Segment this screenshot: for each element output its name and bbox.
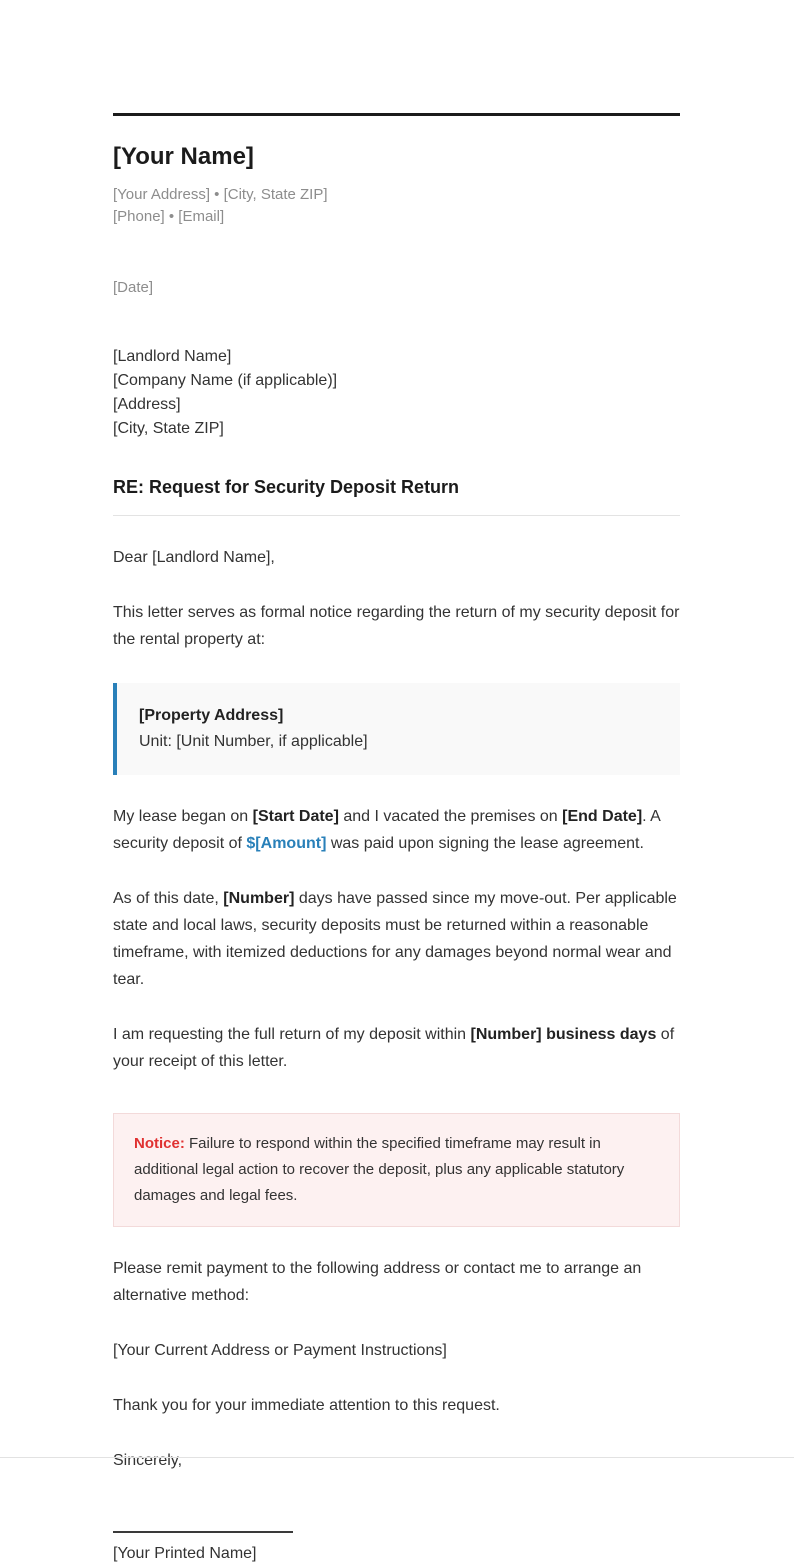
property-callout <box>113 683 680 775</box>
request-paragraph <box>113 1021 680 1075</box>
letter-date: [Date] <box>113 278 154 296</box>
recipient-name: [Landlord Name] <box>113 347 232 365</box>
notice-box <box>113 1113 680 1227</box>
days-text-1: As of this date, <box>113 890 224 908</box>
lease-paragraph <box>113 803 680 857</box>
deposit-amount: $[Amount] <box>246 835 327 853</box>
request-text-1: I am requesting the full return of my deposit within <box>113 1026 471 1044</box>
intro-paragraph: This letter serves as formal notice regarding the return of my security deposit for the rental property at: <box>113 604 680 649</box>
payment-address: [Your Current Address or Payment Instructions] <box>113 1342 447 1360</box>
lease-start-date: [Start Date] <box>252 808 339 826</box>
days-paragraph <box>113 885 680 993</box>
recipient-city: [City, State ZIP] <box>113 419 224 437</box>
closing: Sincerely, <box>113 1452 183 1470</box>
footer-divider <box>0 1457 794 1458</box>
recipient-address: [Address] <box>113 395 181 413</box>
subject-divider <box>113 515 680 516</box>
sender-address: [Your Address] • [City, State ZIP] <box>113 185 328 203</box>
recipient-block <box>113 345 680 441</box>
subject-line: RE: Request for Security Deposit Return <box>113 476 460 497</box>
lease-text-3: . A security deposit of <box>113 808 660 853</box>
request-text-2: of your receipt of this letter. <box>113 1026 675 1071</box>
recipient-company: [Company Name (if applicable)] <box>113 371 338 389</box>
days-text-2: days have passed since my move-out. Per applicable state and local laws, security deposits must be returned within a reasonable timeframe, with itemized deductions for any damages beyond normal wear and tear. <box>113 890 677 989</box>
printed-name: [Your Printed Name] <box>113 1545 257 1563</box>
remit-paragraph: Please remit payment to the following address or contact me to arrange an alternative method: <box>113 1260 642 1305</box>
notice-text: Failure to respond within the specified timeframe may result in additional legal action to recover the deposit, plus any applicable statutory damages and legal fees. <box>134 1135 625 1205</box>
request-deadline: [Number] business days <box>470 1026 657 1044</box>
top-rule <box>113 113 680 116</box>
property-address: [Property Address] <box>139 707 284 725</box>
lease-text-2: and I vacated the premises on <box>338 808 563 826</box>
lease-text-1: My lease began on <box>113 808 253 826</box>
thanks-paragraph: Thank you for your immediate attention to this request. <box>113 1397 500 1415</box>
sender-contact: [Phone] • [Email] <box>113 207 225 225</box>
lease-text-4: was paid upon signing the lease agreement. <box>326 835 644 853</box>
letter-page <box>113 0 680 1566</box>
sender-name: [Your Name] <box>113 143 254 170</box>
salutation: Dear [Landlord Name], <box>113 549 275 567</box>
property-unit: Unit: [Unit Number, if applicable] <box>139 733 368 751</box>
signature-line <box>113 1531 293 1533</box>
notice-label: Notice: <box>134 1135 185 1153</box>
lease-end-date: [End Date] <box>562 808 643 826</box>
days-number: [Number] <box>223 890 295 908</box>
